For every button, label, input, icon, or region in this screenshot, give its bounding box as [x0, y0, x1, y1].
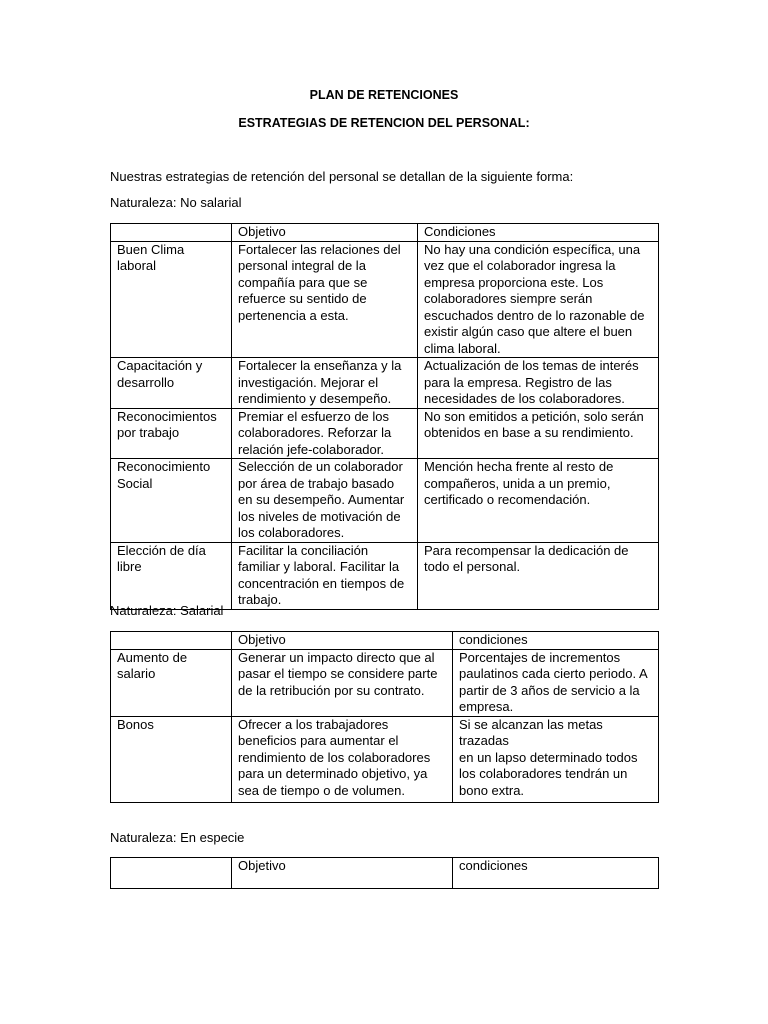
section-heading-salarial: Naturaleza: Salarial [110, 603, 224, 618]
row-condiciones: Actualización de los temas de interés para la empresa. Registro de las necesidades de los colaboradores. [418, 358, 659, 409]
row-label: Elección de día libre [111, 542, 232, 609]
table-row [111, 459, 659, 543]
row-label: Buen Clima laboral [111, 241, 232, 358]
table-row [111, 408, 659, 459]
header-cell-empty [111, 224, 232, 242]
row-objetivo: Fortalecer las relaciones del personal integral de la compañía para que se refuerce su sentido de pertenencia a esta. [232, 241, 418, 358]
row-label: Reconocimiento Social [111, 459, 232, 543]
row-condiciones: Para recompensar la dedicación de todo el personal. [418, 542, 659, 609]
table-no-salarial [110, 223, 659, 610]
table-row [111, 649, 659, 716]
row-objetivo: Facilitar la conciliación familiar y laboral. Facilitar la concentración en tiempos de trabajo. [232, 542, 418, 609]
row-objetivo: Premiar el esfuerzo de los colaboradores. Reforzar la relación jefe-colaborador. [232, 408, 418, 459]
row-condiciones: Porcentajes de incrementos paulatinos cada cierto periodo. A partir de 3 años de servicio a la empresa. [453, 649, 659, 716]
table-row [111, 358, 659, 409]
row-condiciones: Si se alcanzan las metas trazadas en un lapso determinado todos los colaboradores tendrán un bono extra. [453, 716, 659, 802]
header-cell-objetivo: Objetivo [232, 632, 453, 650]
row-condiciones: No son emitidos a petición, solo serán obtenidos en base a su rendimiento. [418, 408, 659, 459]
table-header-row [111, 632, 659, 650]
table-row [111, 241, 659, 358]
row-label: Bonos [111, 716, 232, 802]
section-heading-en-especie: Naturaleza: En especie [110, 830, 245, 845]
row-label: Capacitación y desarrollo [111, 358, 232, 409]
table-header-row [111, 224, 659, 242]
intro-paragraph: Nuestras estrategias de retención del personal se detallan de la siguiente forma: [110, 169, 574, 184]
row-condiciones: No hay una condición específica, una vez que el colaborador ingresa la empresa proporciona este. Los colaboradores siempre serán escuchados dentro de lo razonable de existir algún caso que altere el buen clima laboral. [418, 241, 659, 358]
header-cell-condiciones: condiciones [453, 632, 659, 650]
header-cell-condiciones: condiciones [453, 858, 659, 889]
table-en-especie [110, 857, 659, 889]
row-objetivo: Selección de un colaborador por área de trabajo basado en su desempeño. Aumentar los niveles de motivación de los colaboradores. [232, 459, 418, 543]
row-objetivo: Fortalecer la enseñanza y la investigación. Mejorar el rendimiento y desempeño. [232, 358, 418, 409]
row-label: Aumento de salario [111, 649, 232, 716]
page-subtitle: ESTRATEGIAS DE RETENCION DEL PERSONAL: [238, 116, 530, 130]
row-objetivo: Ofrecer a los trabajadores beneficios para aumentar el rendimiento de los colaboradores para un determinado objetivo, ya sea de tiempo o de volumen. [232, 716, 453, 802]
table-salarial [110, 631, 659, 803]
header-cell-empty [111, 632, 232, 650]
header-cell-condiciones: Condiciones [418, 224, 659, 242]
row-objetivo: Generar un impacto directo que al pasar el tiempo se considere parte de la retribución por su contrato. [232, 649, 453, 716]
table-row [111, 716, 659, 802]
header-cell-objetivo: Objetivo [232, 858, 453, 889]
table-header-row [111, 858, 659, 889]
row-condiciones: Mención hecha frente al resto de compañeros, unida a un premio, certificado o recomendación. [418, 459, 659, 543]
header-cell-empty [111, 858, 232, 889]
header-cell-objetivo: Objetivo [232, 224, 418, 242]
table-row [111, 542, 659, 609]
section-heading-no-salarial: Naturaleza: No salarial [110, 195, 242, 210]
row-label: Reconocimientos por trabajo [111, 408, 232, 459]
page-title: PLAN DE RETENCIONES [309, 88, 459, 102]
